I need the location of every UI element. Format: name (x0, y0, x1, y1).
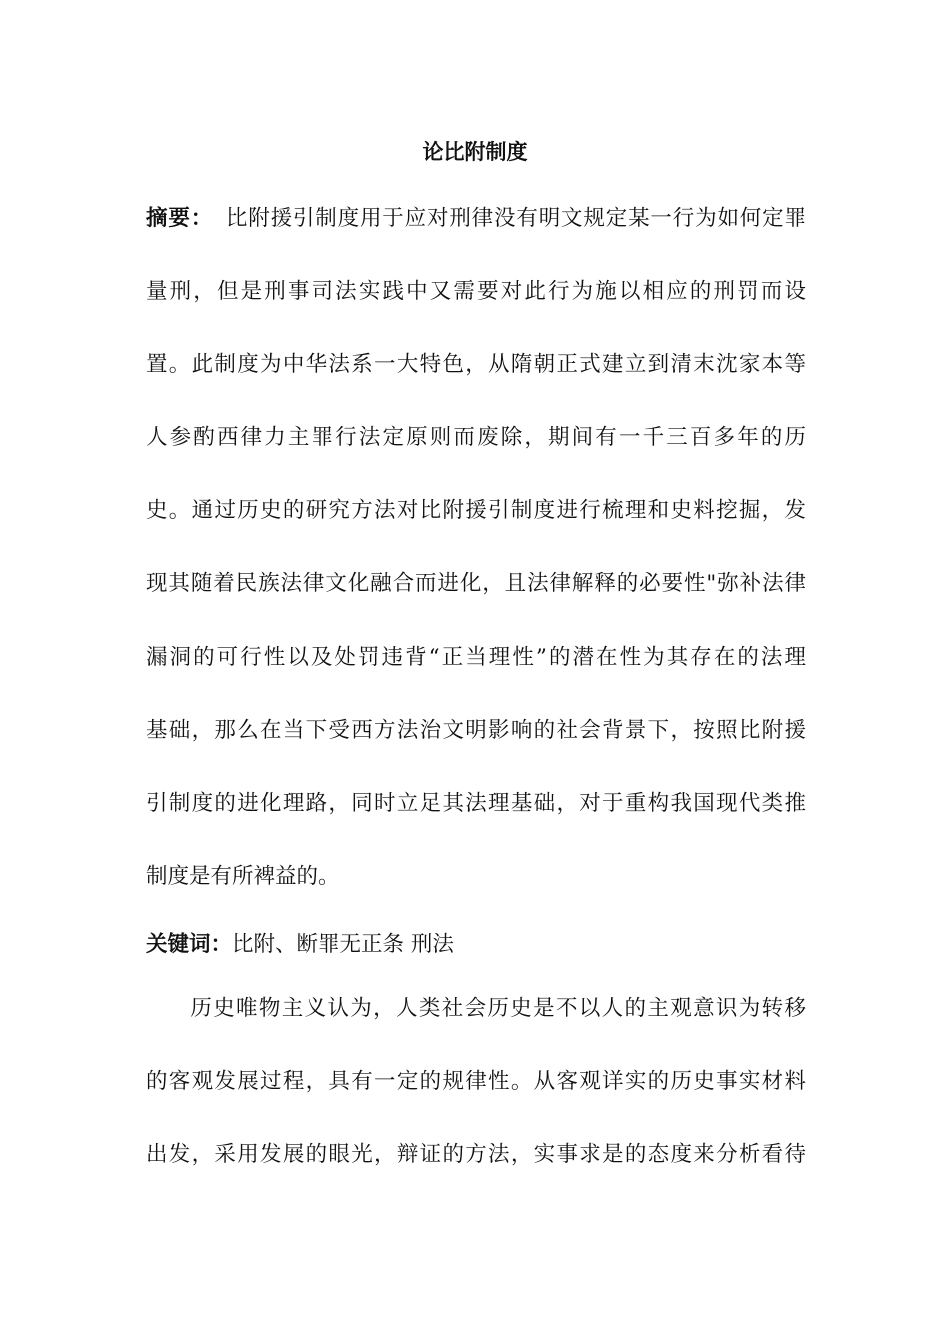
document-title: 论比附制度 (422, 140, 528, 164)
keywords-line (146, 929, 806, 961)
abstract-text-line: 现其随着民族法律文化融合而进化，且法律解释的必要性"弥补法律 (146, 571, 806, 596)
body-line-1 (146, 993, 806, 1025)
abstract-text-line: 置。此制度为中华法系一大特色，从隋朝正式建立到清末沈家本等 (146, 352, 806, 377)
abstract-text-line: 比附援引制度用于应对刑律没有明文规定某一行为如何定罪 (225, 206, 806, 231)
abstract-label: 摘要： (146, 206, 214, 231)
body-text-line: 出发，采用发展的眼光，辩证的方法，实事求是的态度来分析看待 (146, 1142, 806, 1167)
abstract-text-line: 引制度的进化理路，同时立足其法理基础，对于重构我国现代类推 (146, 791, 806, 816)
abstract-text-line: 量刑，但是刑事司法实践中又需要对此行为施以相应的刑罚而设 (146, 279, 806, 304)
keywords-label: 关键词： (146, 932, 233, 957)
abstract-text-line: 人参酌西律力主罪行法定原则而废除，期间有一千三百多年的历 (146, 425, 806, 450)
keywords-text: 比附、断罪无正条 刑法 (232, 932, 454, 957)
abstract-text-line: 基础，那么在当下受西方法治文明影响的社会背景下，按照比附援 (146, 718, 806, 743)
body-text-line: 历史唯物主义认为，人类社会历史是不以人的主观意识为转移 (189, 996, 806, 1021)
abstract-text-line: 制度是有所裨益的。 (146, 864, 340, 889)
body-text-line: 的客观发展过程，具有一定的规律性。从客观详实的历史事实材料 (146, 1069, 806, 1094)
abstract-text-line: 漏洞的可行性以及处罚违背“正当理性”的潜在性为其存在的法理 (146, 645, 806, 670)
abstract-line-1 (146, 203, 806, 235)
abstract-text-line: 史。通过历史的研究方法对比附援引制度进行梳理和史料挖掘，发 (146, 498, 806, 523)
